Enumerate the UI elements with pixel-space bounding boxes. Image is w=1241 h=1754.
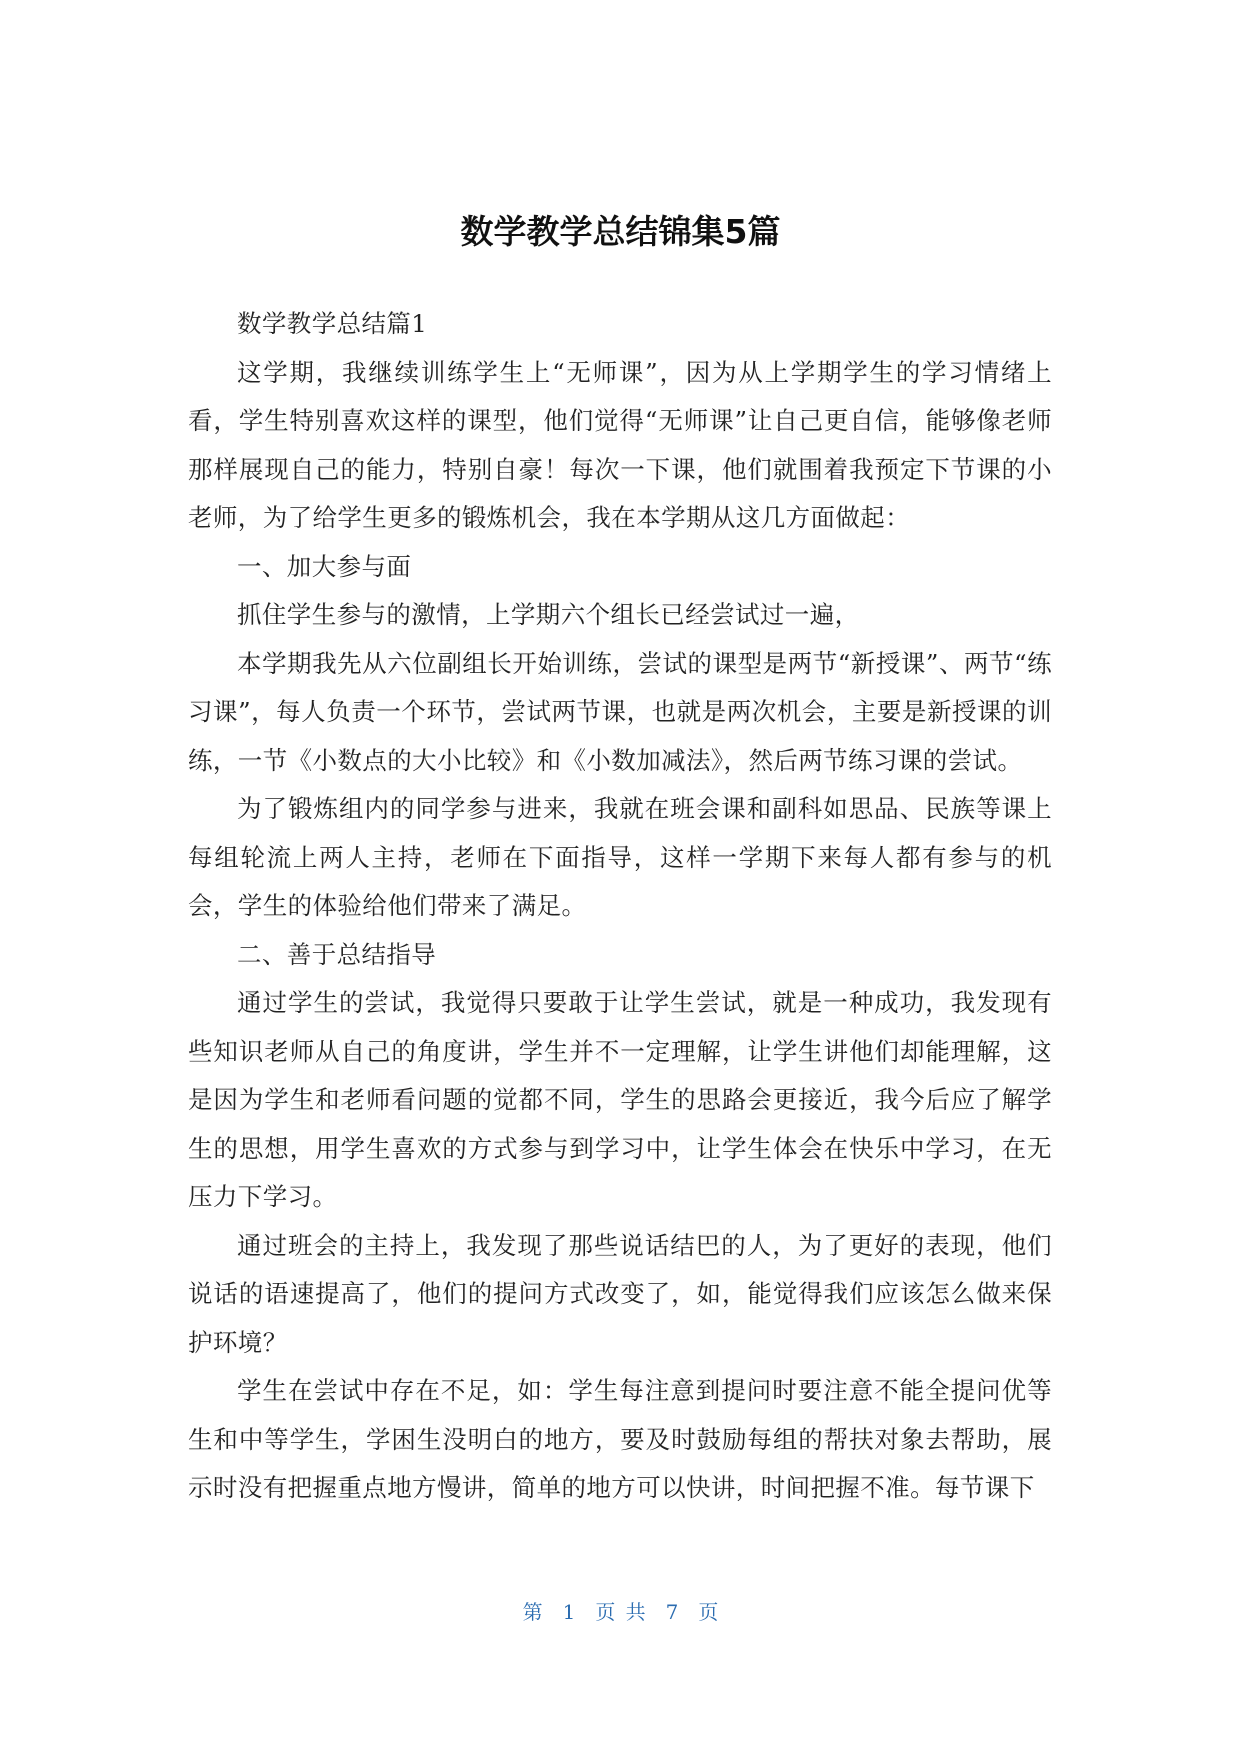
paragraph: 这学期，我继续训练学生上“无师课”，因为从上学期学生的学习情绪上看，学生特别喜欢这样的课型，他们觉得“无师课”让自己更自信，能够像老师那样展现自己的能力，特别自豪！每次一下课，他们就围着我预定下节课的小老师，为了给学生更多的锻炼机会，我在本学期从这几方面做起： [188,357,1052,532]
page-footer [0,1598,1241,1626]
total-pages-number: 7 [665,1600,679,1624]
document-title: 数学教学总结锦集5篇 [460,212,781,252]
paragraph: 学生在尝试中存在不足，如：学生每注意到提问时要注意不能全提问优等生和中等学生，学困生没明白的地方，要及时鼓励每组的帮扶对象去帮助，展示时没有把握重点地方慢讲，简单的地方可以快讲，时间把握不准。每节课下 [188,1376,1052,1502]
paragraph: 抓住学生参与的激情，上学期六个组长已经尝试过一遍， [237,600,860,629]
page-label-middle: 页 共 [595,1600,646,1624]
paragraph: 通过学生的尝试，我觉得只要敢于让学生尝试，就是一种成功，我发现有些知识老师从自己的角度讲，学生并不一定理解，让学生讲他们却能理解，这是因为学生和老师看问题的觉都不同，学生的思路会更接近，我今后应了解学生的思想，用学生喜欢的方式参与到学习中，让学生体会在快乐中学习，在无压力下学习。 [188,988,1052,1211]
paragraph: 为了锻炼组内的同学参与进来，我就在班会课和副科如思品、民族等课上每组轮流上两人主持，老师在下面指导，这样一学期下来每人都有参与的机会，学生的体验给他们带来了满足。 [188,794,1052,920]
current-page-number: 1 [562,1600,576,1624]
document-body [188,300,1052,1513]
subsection-heading: 二、善于总结指导 [237,939,437,969]
section-heading: 数学教学总结篇1 [237,309,428,338]
page-label-suffix: 页 [698,1600,719,1624]
paragraph: 通过班会的主持上，我发现了那些说话结巴的人，为了更好的表现，他们说话的语速提高了，他们的提问方式改变了，如，能觉得我们应该怎么做来保护环境？ [188,1230,1052,1357]
paragraph: 本学期我先从六位副组长开始训练，尝试的课型是两节“新授课”、两节“练习课”，每人负责一个环节，尝试两节课，也就是两次机会，主要是新授课的训练，一节《小数点的大小比较》和《小数加减法》，然后两节练习课的尝试。 [188,648,1053,775]
page-label-prefix: 第 [522,1600,543,1624]
subsection-heading: 一、加大参与面 [237,551,412,581]
